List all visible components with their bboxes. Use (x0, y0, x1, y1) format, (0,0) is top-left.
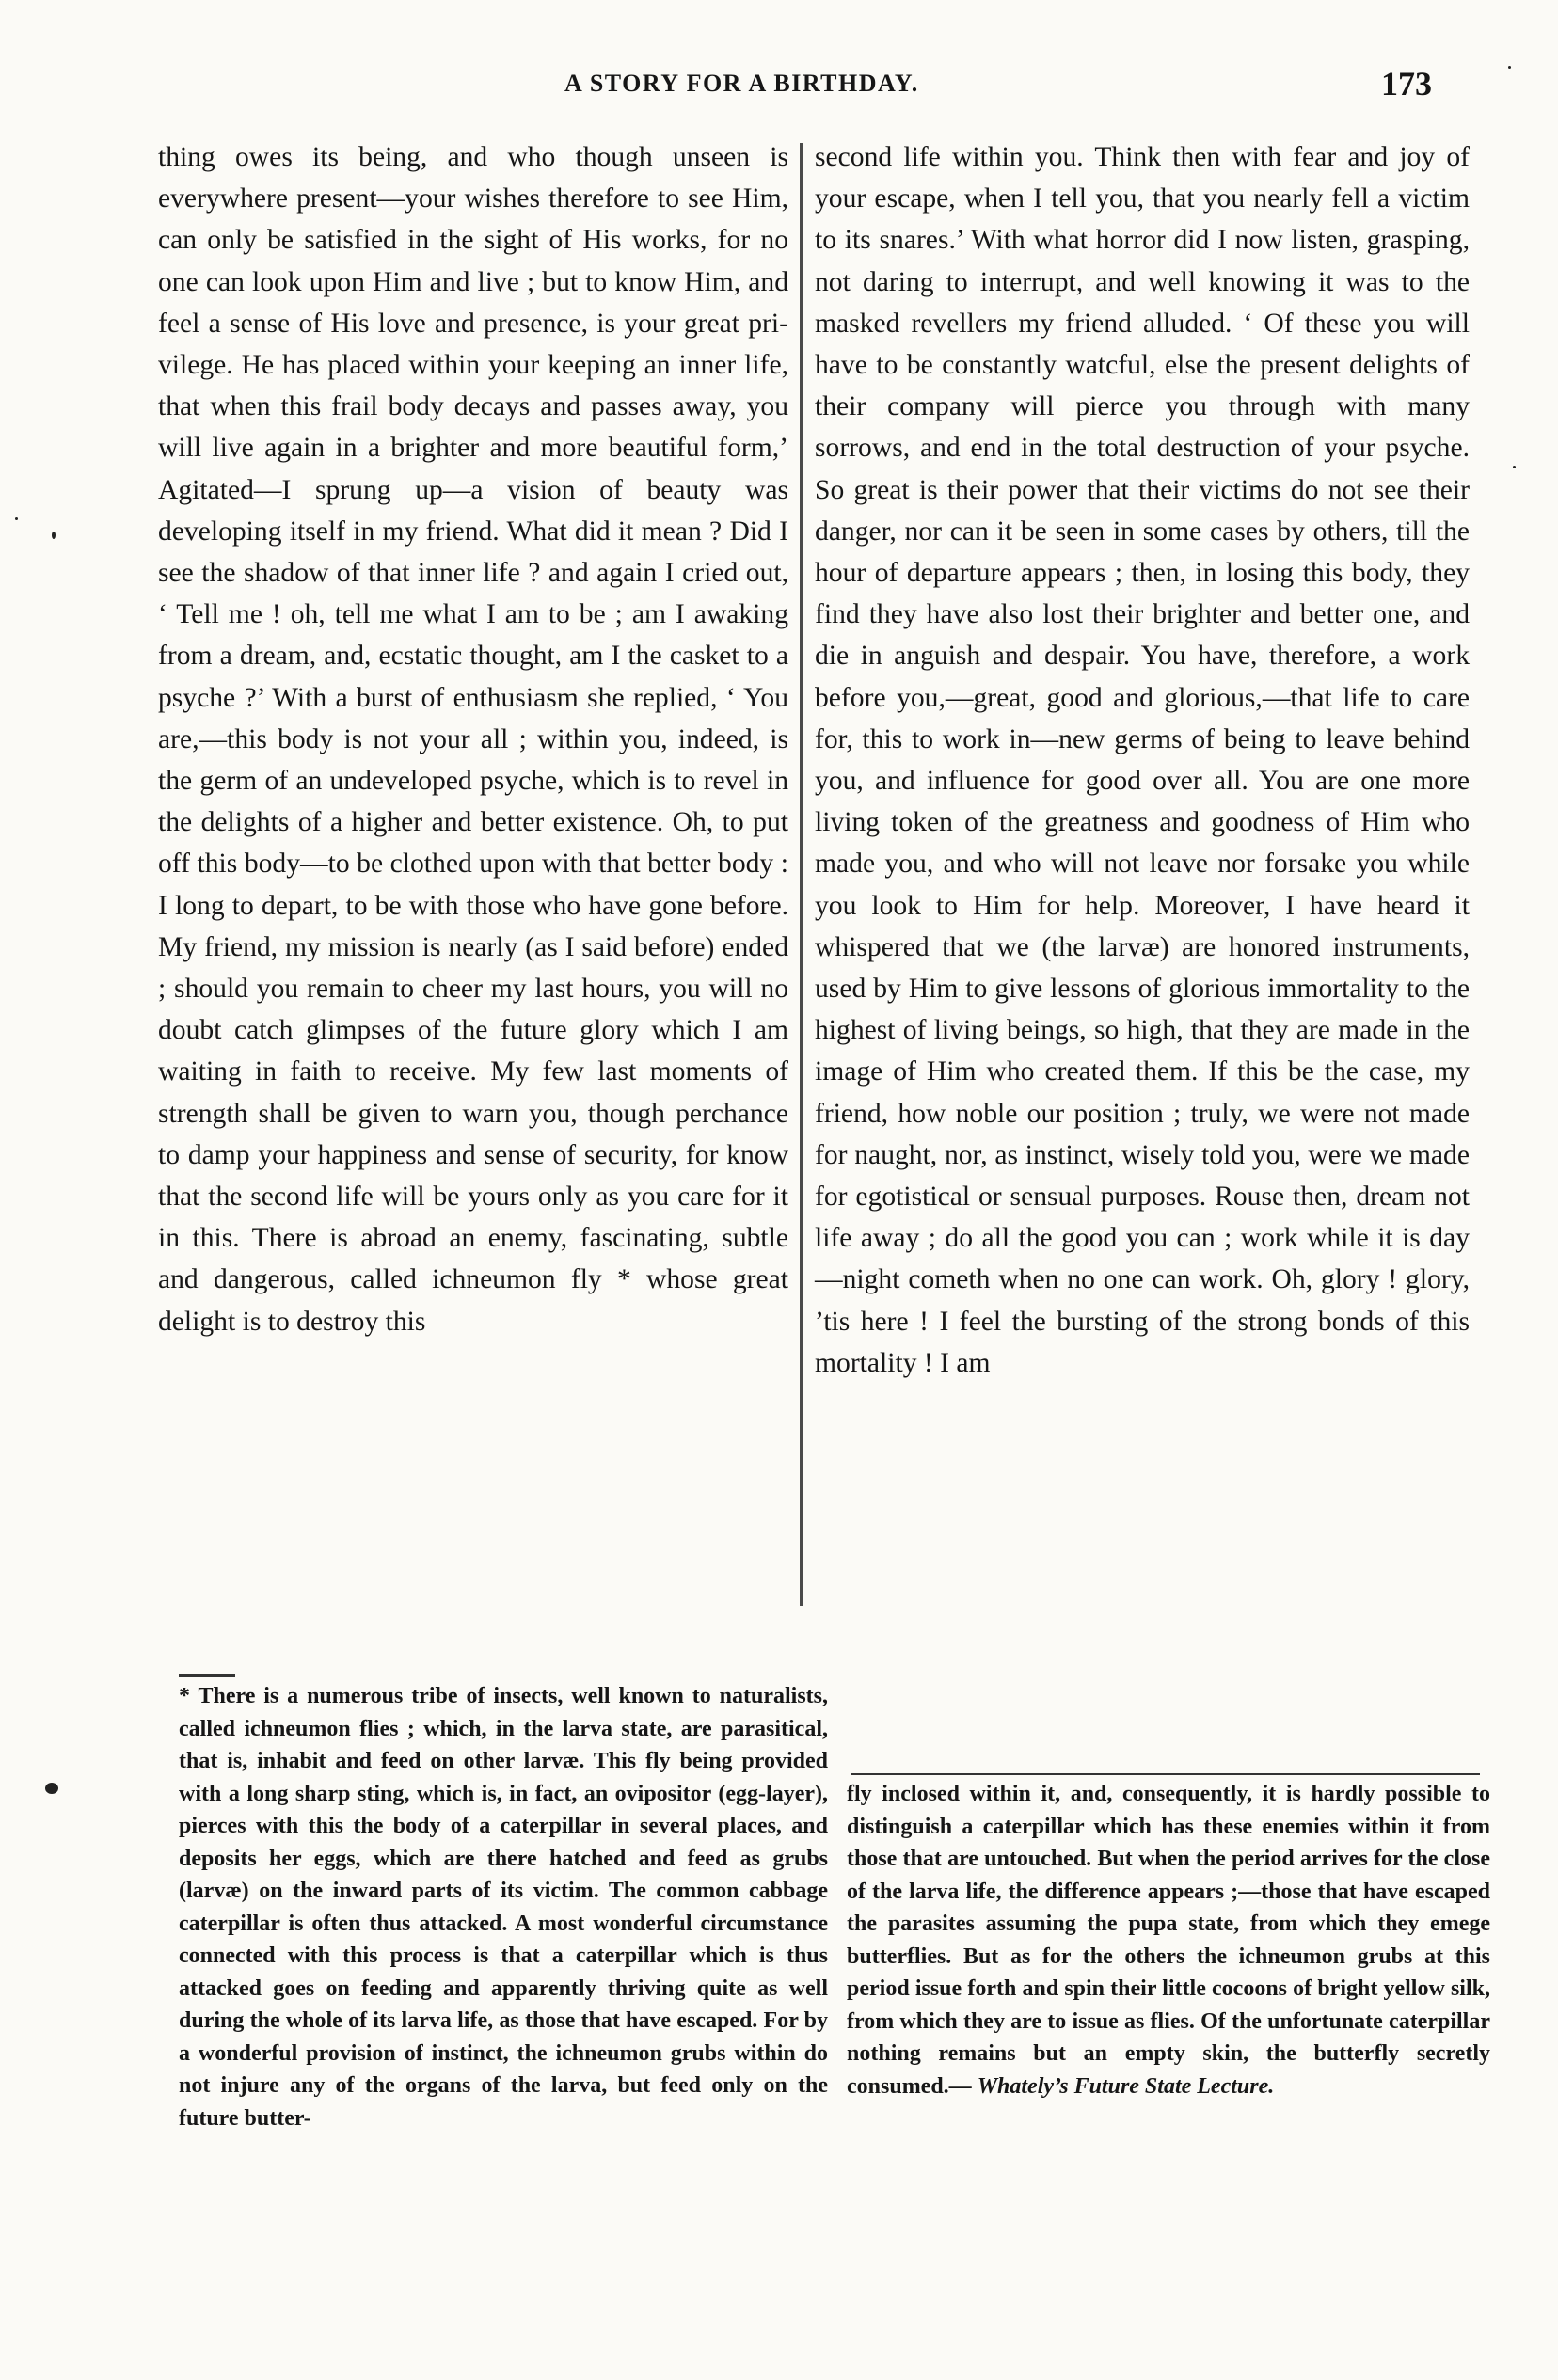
ink-speck-2 (52, 532, 56, 539)
running-title: A STORY FOR A BIRTHDAY. (564, 70, 919, 97)
text-column-right (815, 136, 1470, 1384)
footnote-text-left: * There is a numerous tribe of insects, well known to naturalists, called ichneumon flies ; which, in the larva state, are parasitical, that is, inhabit and feed on other larvæ. This fly being provided with a long sharp sting, which is, in fact, an ovipositor (egg-layer), pierces with this the body of a caterpillar in several places, and deposits her eggs, which are there hatched and feed as grubs (larvæ) on the inward parts of its victim. The common cabbage caterpillar is often thus attacked. A most wonderful circumstance connected with this process is that a caterpillar which is thus attacked goes on feeding and apparently thriving quite as well during the whole of its larva life, as those that have escaped. For by a wonderful provision of instinct, the ichneumon grubs within do not injure any of the organs of the larva, but feed only on the future butter- (179, 1684, 828, 2131)
column-divider (800, 143, 803, 1606)
ink-speck-3 (15, 517, 18, 520)
text-column-left (158, 136, 788, 1342)
page-header (0, 65, 1558, 126)
footnote-citation: Whately’s Future State Lecture. (977, 2073, 1275, 2099)
footnote-rule-left (179, 1674, 235, 1677)
ink-speck-4 (1508, 66, 1511, 69)
footnote-rule-right (851, 1773, 1480, 1775)
page-number: 173 (1381, 65, 1432, 103)
ink-speck-5 (1513, 466, 1516, 468)
footnote-left (179, 1680, 828, 2134)
footnote-right (847, 1778, 1490, 2102)
ink-speck-1 (45, 1783, 58, 1794)
body-text-right: second life within you. Think then with fear and joy of your escape, when I tell you, that you nearly fell a victim to its snares.’ With what horror did I now listen, grasping, not daring to interrupt, and well knowing it was to the masked revellers my friend alluded. ‘ Of these you will have to be constantly watcful, else the present delights of their company will pierce you through with many sorrows, and end in the total destruction of your psyche. So great is their power that their victims do not see their danger, nor can it be seen in some cases by others, till the hour of departure appears ; then, in losing this body, they find they have also lost their brighter and better one, and die in anguish and despair. You have, therefore, a work before you,—great, good and glorious,—that life to care for, this to work in—new germs of being to leave behind you, and influence for good over all. You are one more living token of the greatness and goodness of Him who made you, and who will not leave nor forsake you while you look to Him for help. Moreover, I have heard it whispered that we (the larvæ) are honored instruments, used by Him to give lessons of glorious immortality to the highest of living beings, so high, that they are made in the image of Him who created them. If this be the case, my friend, how noble our position ; truly, we were not made for naught, nor, as instinct, wisely told you, were we made for egotistical or sensual purposes. Rouse then, dream not life away ; do all the good you can ; work while it is day—night cometh when no one can work. Oh, glory ! glory, ’tis here ! I feel the bursting of the strong bonds of this mortality ! I am (815, 142, 1470, 1378)
footnote-text-right: fly inclosed within it, and, consequently, it is hardly possible to distinguish a caterpillar which has these enemies within it from those that are untouched. But when the period arrives for the close of the larva life, the difference appears ;—those that have escaped the parasites assuming the pupa state, from which they emege butterflies. But as for the others the ichneumon grubs at this period issue forth and spin their little cocoons of bright yellow silk, from which they are to issue as flies. Of the unfortunate caterpillar nothing remains but an empty skin, the butterfly secretly consumed.— (847, 1782, 1490, 2099)
body-text-left: thing owes its being, and who though unseen is everywhere present—your wishes therefore to see Him, can only be satisfied in the sight of His works, for no one can look upon Him and live ; but to know Him, and feel a sense of His love and presence, is your great privilege. He has placed within your keeping an inner life, that when this frail body decays and passes away, you will live again in a brighter and more beautiful form,’ Agitated—I sprung up—a vision of beauty was developing itself in my friend. What did it mean ? Did I see the shadow of that inner life ? and again I cried out, ‘ Tell me ! oh, tell me what I am to be ; am I awaking from a dream, and, ecstatic thought, am I the casket to a psyche ?’ With a burst of enthusiasm she replied, ‘ You are,—this body is not your all ; within you, indeed, is the germ of an undeveloped psyche, which is to revel in the delights of a higher and better existence. Oh, to put off this body—to be clothed upon with that better body : I long to depart, to be with those who have gone before. My friend, my mission is nearly (as I said before) ended ; should you remain to cheer my last hours, you will no doubt catch glimpses of the future glory which I am waiting in faith to receive. My few last moments of strength shall be given to warn you, though perchance to damp your happiness and sense of security, for know that the second life will be yours only as you care for it in this. There is abroad an enemy, fascinating, subtle and dangerous, called ichneumon fly * whose great delight is to destroy this (158, 142, 788, 1337)
